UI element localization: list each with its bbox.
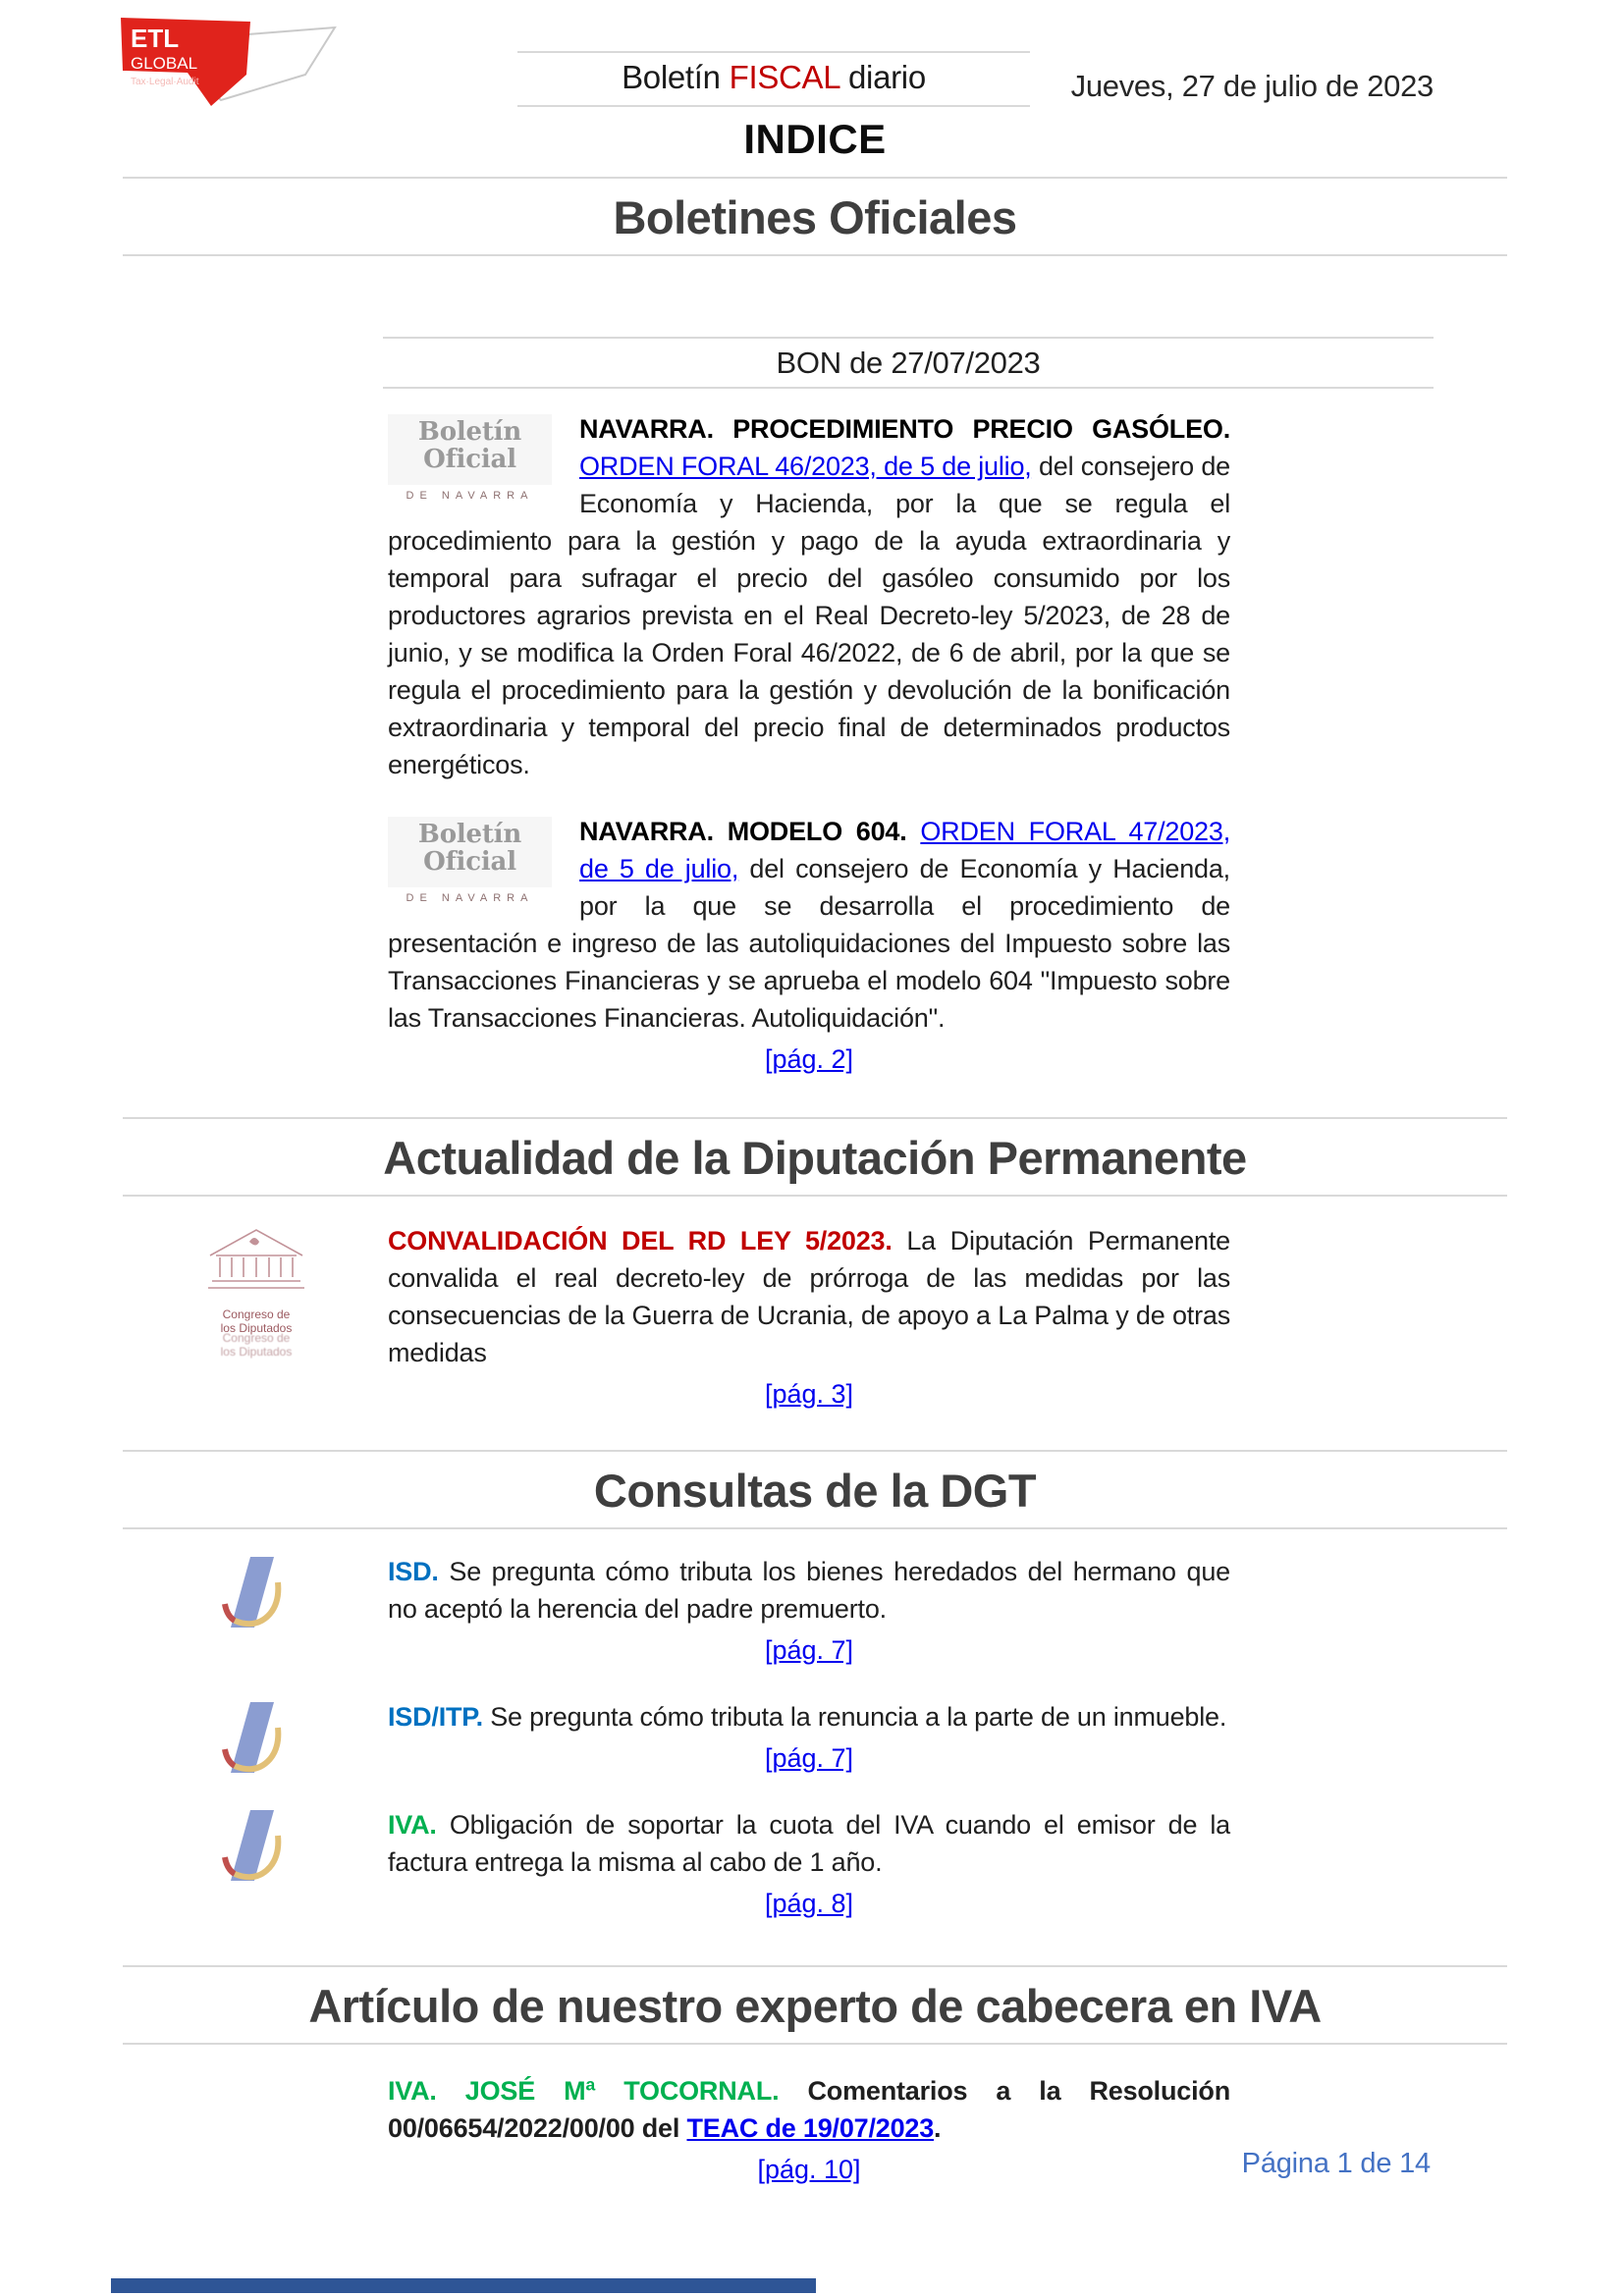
page-link-row xyxy=(388,1885,1230,1922)
item-lead-gasoleo: NAVARRA. PROCEDIMIENTO PRECIO GASÓLEO. xyxy=(579,414,1230,444)
bulletin-masthead xyxy=(517,51,1030,107)
page-3-link[interactable]: [pág. 3] xyxy=(764,1379,854,1409)
page-7-link-1[interactable]: [pág. 7] xyxy=(764,1635,854,1665)
bon-date-banner: BON de 27/07/2023 xyxy=(383,337,1434,389)
orden-foral-46-link[interactable]: ORDEN FORAL 46/2023, de 5 de julio, xyxy=(579,452,1032,481)
footer-accent-bar xyxy=(111,2278,816,2293)
bon-logo-title-1: Boletín Oficial xyxy=(417,417,522,474)
experto-item-tocornal xyxy=(388,2072,1230,2188)
iva-lead: IVA. xyxy=(388,1810,437,1840)
convalidacion-lead: CONVALIDACIÓN DEL RD LEY 5/2023. xyxy=(388,1226,893,1255)
iva-body xyxy=(388,1806,1230,1881)
congreso-caption-ghost-line2: los Diputados xyxy=(220,1345,293,1359)
item-body-modelo604 xyxy=(388,813,1230,1037)
aeat-icon xyxy=(217,1698,296,1796)
dgt-item-isd xyxy=(388,1553,1230,1669)
isd-text: Se pregunta cómo tributa los bienes heredados del hermano que no aceptó la herencia del padre premuerto. xyxy=(388,1557,1230,1624)
convalidacion-body xyxy=(388,1222,1230,1371)
diputacion-item-convalidacion xyxy=(220,1222,1230,1413)
aeat-icon xyxy=(217,1553,296,1651)
section-heading-experto: Artículo de nuestro experto de cabecera en IVA xyxy=(123,1965,1507,2045)
etl-logo-text: ETL xyxy=(131,24,180,53)
page-8-link[interactable]: [pág. 8] xyxy=(764,1889,854,1918)
page-link-row xyxy=(388,1739,1230,1777)
bon-navarra-logo-1 xyxy=(388,414,552,502)
page-link-row xyxy=(388,2151,1230,2188)
congreso-caption-line1: Congreso de xyxy=(222,1308,291,1321)
isd-itp-body xyxy=(388,1698,1230,1735)
aeat-logo-3 xyxy=(194,1806,318,1909)
congreso-building-icon xyxy=(201,1222,311,1301)
bon-navarra-logo-2 xyxy=(388,817,552,904)
dgt-item-isd-itp xyxy=(388,1698,1230,1777)
tocornal-suffix: . xyxy=(934,2113,942,2143)
page-link-row xyxy=(388,1631,1230,1669)
iva-text: Obligación de soportar la cuota del IVA cuando el emisor de la factura entrega la misma al cabo de 1 año. xyxy=(388,1810,1230,1877)
item-text-modelo604: del consejero de Economía y Hacienda, por la que se desarrolla el procedimiento de presentación e ingreso de las autoliquidaciones del Impuesto sobre las Transacciones Financieras y se aprueba el modelo 604 "Impuesto sobre las Transacciones Financieras. Autoliquidación". xyxy=(388,854,1230,1033)
masthead-part2: diario xyxy=(847,59,926,95)
bon-logo-subtitle-2: DE NAVARRA xyxy=(406,892,534,904)
index-title: INDICE xyxy=(743,116,887,162)
page-number: Página 1 de 14 xyxy=(1241,2148,1431,2179)
item-body-gasoleo xyxy=(388,410,1230,783)
congreso-caption-ghost-line1: Congreso de xyxy=(222,1331,291,1345)
issue-date: Jueves, 27 de julio de 2023 xyxy=(1070,69,1434,103)
item-lead-modelo604: NAVARRA. MODELO 604. xyxy=(579,817,907,846)
isd-itp-lead: ISD/ITP. xyxy=(388,1702,483,1732)
page-link-row xyxy=(388,1041,1230,1078)
tocornal-lead: IVA. JOSÉ Mª TOCORNAL. xyxy=(388,2076,780,2106)
section-heading-diputacion: Actualidad de la Diputación Permanente xyxy=(123,1117,1507,1197)
boletin-item-gasoleo xyxy=(388,410,1230,783)
masthead-highlight: FISCAL xyxy=(729,59,840,95)
masthead-part1: Boletín xyxy=(622,59,721,95)
isd-lead: ISD. xyxy=(388,1557,439,1586)
index-content xyxy=(123,116,1507,2188)
etl-logo-global-text: GLOBAL xyxy=(131,54,198,73)
page-2-link[interactable]: [pág. 2] xyxy=(764,1044,854,1074)
congreso-logo xyxy=(194,1222,318,1359)
boletin-item-modelo604 xyxy=(388,813,1230,1078)
teac-link[interactable]: TEAC de 19/07/2023 xyxy=(686,2113,935,2143)
isd-itp-text: Se pregunta cómo tributa la renuncia a la parte de un inmueble. xyxy=(490,1702,1227,1732)
bon-logo-title-2: Boletín Oficial xyxy=(417,820,522,877)
aeat-icon xyxy=(217,1806,296,1904)
tocornal-body xyxy=(388,2072,1230,2147)
tocornal-text: Comentarios a la Resolución 00/06654/2022/00/00 del xyxy=(388,2076,1230,2143)
aeat-logo-2 xyxy=(194,1698,318,1801)
convalidacion-text: La Diputación Permanente convalida el real decreto-ley de prórroga de las medidas por las consecuencias de la Guerra de Ucrania, de apoyo a La Palma y de otras medidas xyxy=(388,1226,1230,1367)
page-link-row xyxy=(388,1375,1230,1413)
etl-logo-mark xyxy=(101,12,356,122)
etl-global-logo xyxy=(101,12,356,122)
etl-logo-tagline: Tax·Legal·Audit xyxy=(131,77,199,87)
page-7-link-2[interactable]: [pág. 7] xyxy=(764,1743,854,1773)
item-text-gasoleo: del consejero de Economía y Hacienda, por la que se regula el procedimiento para la gestión y pago de la ayuda extraordinaria y temporal para sufragar el precio del gasóleo consumido por los productores agrarios prevista en el Real Decreto-ley 5/2023, de 28 de junio, y se modifica la Orden Foral 46/2022, de 6 de abril, por la que se regula el procedimiento para la gestión y devolución de la bonificación extraordinaria y temporal del precio final de determinados productos energéticos. xyxy=(388,452,1230,779)
page-10-link[interactable]: [pág. 10] xyxy=(757,2155,861,2184)
isd-body xyxy=(388,1553,1230,1628)
congreso-caption-line2: los Diputados xyxy=(220,1321,293,1335)
aeat-logo-1 xyxy=(194,1553,318,1656)
congreso-caption-ghost xyxy=(194,1331,318,1359)
bon-logo-subtitle-1: DE NAVARRA xyxy=(406,490,534,502)
section-heading-boletines: Boletines Oficiales xyxy=(123,177,1507,256)
section-heading-dgt: Consultas de la DGT xyxy=(123,1450,1507,1529)
dgt-item-iva xyxy=(388,1806,1230,1922)
orden-foral-47-link[interactable]: ORDEN FORAL 47/2023, de 5 de julio, xyxy=(579,817,1230,883)
